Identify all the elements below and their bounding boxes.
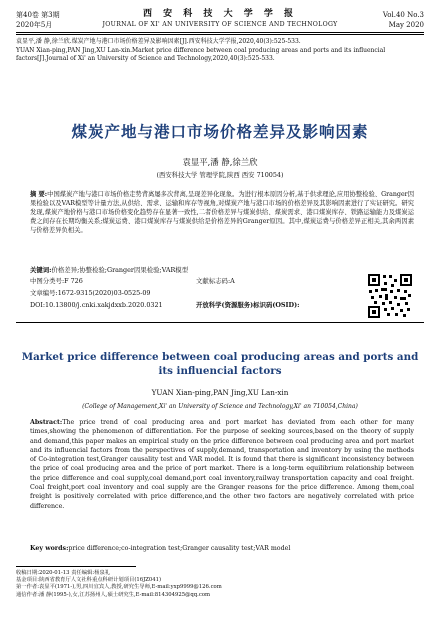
- affiliation-cn: (西安科技大学 管理学院,陕西 西安 710054): [156, 171, 284, 179]
- keywords-cn-text: 价格差异;协整检验;Granger因果检验;VAR模型: [51, 266, 189, 274]
- citation-en: YUAN Xian-ping,PAN Jing,XU Lan-xin.Market price difference between coal producing areas and ports and its influencial factors[J].Journal of Xi' an University of Science and Technology,2020,40(3):525-533.: [16, 46, 386, 63]
- abstract-cn-label: 摘 要:: [30, 191, 48, 198]
- page-title-en: Market price difference between coal producing areas and ports and its influencial factors: [21, 351, 419, 377]
- qr-code-icon[interactable]: [367, 273, 413, 319]
- footnote-first-author: 第一作者:袁显平(1971-),男,四川宜宾人,教授,研究生导师,E-mail:yxp9999@126.com: [16, 584, 222, 591]
- abstract-cn: [30, 190, 414, 235]
- doi: DOI:10.13800/j.cnki.xakjdxxb.2020.0321: [30, 301, 163, 309]
- date-cn: 2020年5月: [16, 21, 53, 29]
- document-code: 文献标志码:A: [196, 277, 235, 285]
- footnote-rule: [16, 566, 136, 567]
- journal-name-cn: 西 安 科 技 大 学 学 报: [143, 9, 297, 19]
- authors-en: YUAN Xian-ping,PAN Jing,XU Lan-xin: [151, 388, 289, 397]
- keywords-en-text: price difference;co-integration test;Granger causality test;VAR model: [68, 545, 291, 552]
- journal-name-en: JOURNAL OF XI' AN UNIVERSITY OF SCIENCE AND TECHNOLOGY: [102, 21, 338, 28]
- page-title-cn: 煤炭产地与港口市场价格差异及影响因素: [71, 122, 369, 141]
- footnote-funding: 基金项目:陕西省教育厅人文社科重点科研计划项目(16JZ041): [16, 577, 162, 584]
- volume-issue-en: Vol.40 No.3: [382, 11, 424, 19]
- abstract-en: [30, 418, 414, 511]
- abstract-en-text: The price trend of coal producing area and port market has deviated from each other for many times,showing the phenomenon of differentiation. For the purpose of seeking sources,based on the theory of supply and demand,this paper makes an empirical study on the price difference between coal producing area and port market and its influencial factors from the perspectives of supply,demand, transportation and inventory by using the methods of Co-integration test,Granger causality test and VAR model. It is found that there is significant inconsistency between the price of coal producing area and the price of port market. There is a long-term equilibrium relationship between the price difference and coal supply,coal demand,port coal inventory,railway transportation capacity and coal freight. Coal freight,port coal inventory and coal supply are the Granger reasons for the price difference. Among them,coal freight is positively correlated with price difference,and the other two factors are negatively correlated with price difference.: [30, 419, 414, 510]
- journal-masthead: [100, 8, 340, 29]
- keywords-cn-label: 关键词:: [30, 266, 52, 274]
- keywords-en: [30, 545, 290, 552]
- footnotes: [16, 570, 424, 599]
- citation-block: [16, 38, 424, 64]
- header-right: [383, 10, 424, 30]
- volume-issue-cn: 第40卷 第3期: [16, 11, 60, 19]
- clc-number: 中图分类号:F 726: [30, 277, 83, 285]
- citation-cn: 袁显平,潘 静,徐兰欣.煤炭产地与港口市场价格差异及影响因素[J].西安科技大学学报,2020,40(3):525-533.: [16, 38, 301, 45]
- keywords-cn: [30, 265, 188, 274]
- header-rule: [16, 32, 424, 33]
- abstract-en-label: Abstract:: [30, 419, 63, 426]
- affiliation-en: (College of Management,Xi' an University of Science and Technology,Xi' an 710054,China): [82, 403, 358, 410]
- date-en: May 2020: [388, 21, 424, 29]
- authors-cn: 袁显平,潘 静,徐兰欣: [182, 157, 258, 167]
- article-number: 文章编号:1672-9315(2020)03-0525-09: [30, 289, 151, 297]
- footnote-received: 收稿日期:2020-01-13 责任编辑:杨泉礼: [16, 570, 111, 576]
- keywords-en-label: Key words:: [30, 545, 69, 552]
- abstract-cn-text: 中国煤炭产地与港口市场价格走势背离屡多次背离,呈现差异化现象。为进行根本原因分析,基于供求理论,应用协整检验、Granger因果检验以及VAR模型等计量方法,从供给、需求、运输和库存等视角,对煤炭产地与港口市场的价格差异及其影响因素进行了实证研究。研究发现,煤炭产地价格与港口市场价格变化趋势存在显著一致性,二者价格差异与煤炭供给、煤炭需求、港口煤炭库存、铁路运输能力及煤炭运费之间存在长期均衡关系;煤炭运费、港口煤炭库存与煤炭供给是价格差异的Granger原因。其中,煤炭运费与价格差异正相关,其余两因素与价格差异负相关。: [30, 191, 414, 235]
- section-divider: [16, 322, 424, 323]
- header-rule-thin: [16, 34, 424, 35]
- footnote-corresponding-author: 通信作者:潘 静(1995-),女,江苏扬州人,硕士研究生,E-mail:814304925@qq.com: [16, 591, 211, 598]
- osid-label: 开放科学(资源服务)标识码(OSID):: [196, 301, 300, 309]
- header-left: [16, 10, 60, 30]
